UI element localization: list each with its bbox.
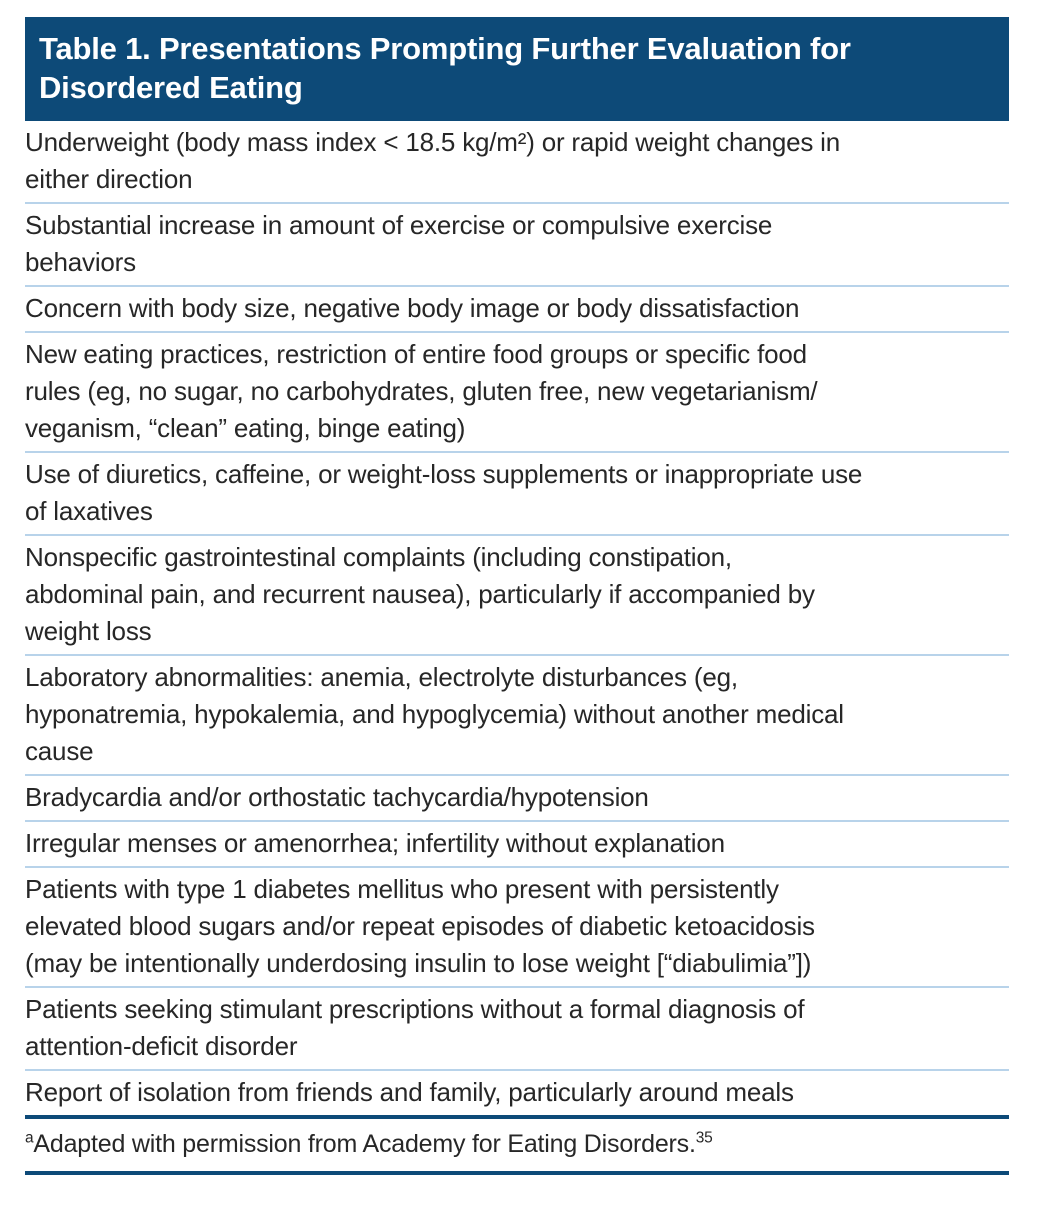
table-bottom-divider — [25, 1171, 1009, 1175]
table-row — [25, 536, 1009, 656]
table-row — [25, 656, 1009, 776]
table-row-line: weight loss — [25, 616, 152, 646]
table-row — [25, 1071, 1009, 1115]
table-row-line: Concern with body size, negative body image or body dissatisfaction — [25, 293, 800, 323]
table-row-line: abdominal pain, and recurrent nausea), particularly if accompanied by — [25, 579, 815, 609]
table-row — [25, 287, 1009, 333]
table-row — [25, 822, 1009, 868]
table-title-line-2: Disordered Eating — [39, 70, 303, 105]
table-row-line: attention-deficit disorder — [25, 1031, 298, 1061]
table-row-line: Underweight (body mass index < 18.5 kg/m²) or rapid weight changes in — [25, 127, 841, 157]
table-row — [25, 204, 1009, 287]
table-row-line: hyponatremia, hypokalemia, and hypoglycemia) without another medical — [25, 699, 844, 729]
table-footnote — [25, 1119, 1009, 1171]
table-title-line-1: Table 1. Presentations Prompting Further Evaluation for — [39, 31, 851, 66]
table-row-line: elevated blood sugars and/or repeat episodes of diabetic ketoacidosis — [25, 911, 815, 941]
table-row-line: Patients seeking stimulant prescriptions without a formal diagnosis of — [25, 994, 805, 1024]
table-body — [25, 121, 1009, 1115]
footnote-text: Adapted with permission from Academy for Eating Disorders. — [33, 1130, 696, 1158]
table-row-line: (may be intentionally underdosing insulin to lose weight [“diabulimia”]) — [25, 948, 812, 978]
table-row-line: cause — [25, 736, 94, 766]
table-row-line: Laboratory abnormalities: anemia, electrolyte disturbances (eg, — [25, 662, 738, 692]
table-row — [25, 776, 1009, 822]
table-row-line: Use of diuretics, caffeine, or weight-loss supplements or inappropriate use — [25, 459, 863, 489]
table-title-bar — [25, 17, 1009, 121]
table-row-line: veganism, “clean” eating, binge eating) — [25, 413, 466, 443]
table-row-line: Nonspecific gastrointestinal complaints (including constipation, — [25, 542, 732, 572]
table-row — [25, 333, 1009, 453]
table-row-line: Report of isolation from friends and family, particularly around meals — [25, 1077, 794, 1107]
table-row-line: of laxatives — [25, 496, 153, 526]
footnote-marker-a: a — [25, 1129, 34, 1147]
table-row-line: New eating practices, restriction of entire food groups or specific food — [25, 339, 807, 369]
table-row-line: rules (eg, no sugar, no carbohydrates, gluten free, new vegetarianism/ — [25, 376, 818, 406]
table-row — [25, 988, 1009, 1071]
table-row-line: either direction — [25, 164, 193, 194]
table-row — [25, 868, 1009, 988]
table-row-line: Irregular menses or amenorrhea; infertility without explanation — [25, 828, 725, 858]
table-row-line: Patients with type 1 diabetes mellitus who present with persistently — [25, 874, 779, 904]
table-row-line: Substantial increase in amount of exercise or compulsive exercise — [25, 210, 773, 240]
table-row-line: Bradycardia and/or orthostatic tachycardia/hypotension — [25, 782, 649, 812]
table-row — [25, 453, 1009, 536]
footnote-reference-35: 35 — [695, 1129, 713, 1147]
table-row — [25, 121, 1009, 204]
table-row-line: behaviors — [25, 247, 136, 277]
